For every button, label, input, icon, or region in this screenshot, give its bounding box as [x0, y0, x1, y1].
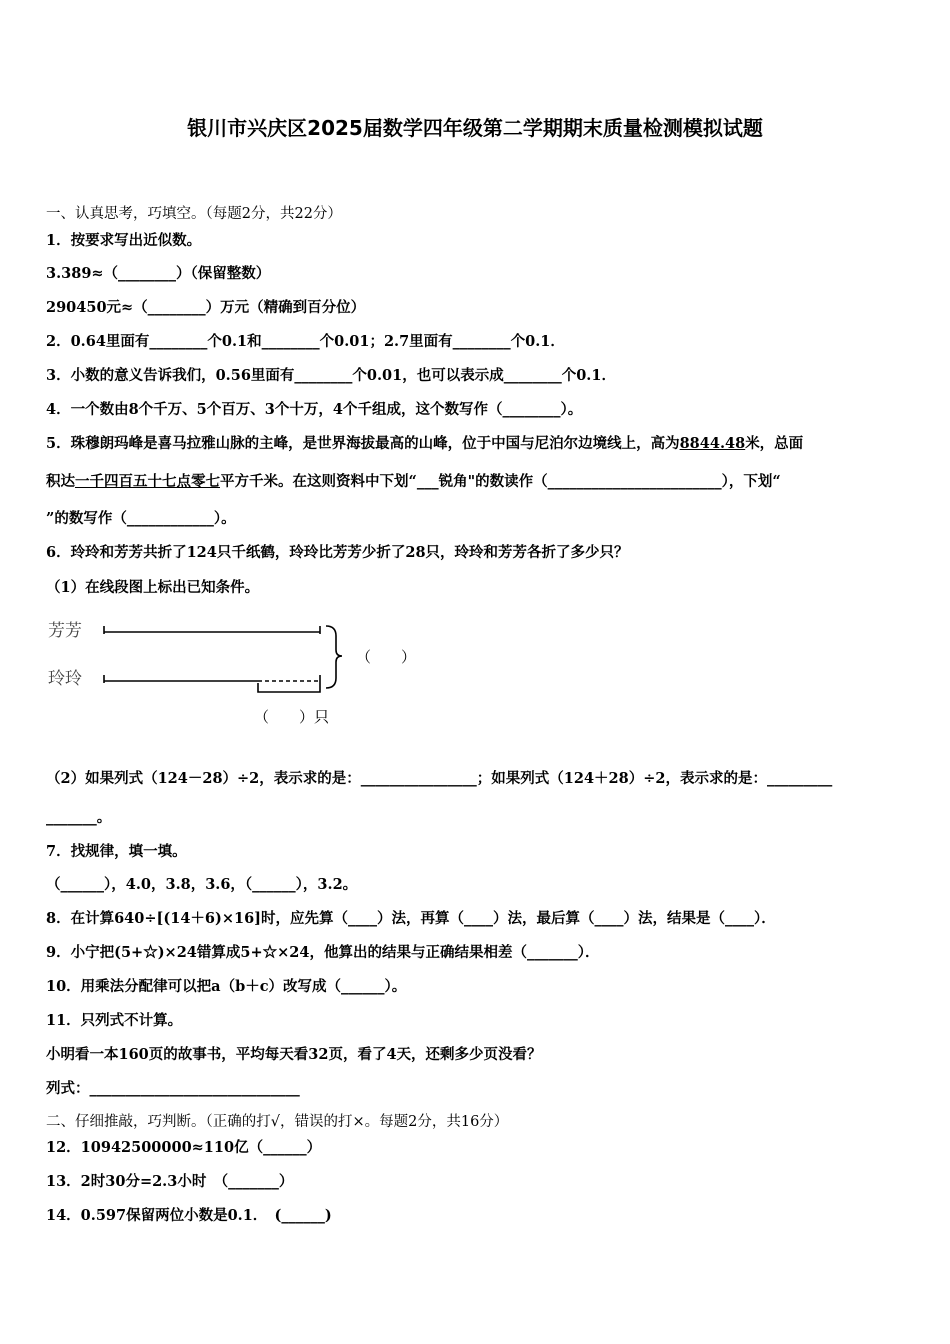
line-segment-diagram: [40, 612, 440, 732]
question-6b-cont: _______。: [46, 809, 112, 826]
question-8: 8．在计算640÷[(14＋6)×16]时，应先算（____）法，再算（____）法，最后算（____）法，结果是（____）．: [46, 910, 776, 927]
diagram-label-lingling: 玲玲: [48, 669, 82, 688]
difference-blank: （ ）只: [254, 710, 330, 726]
question-11a: 小明看一本160页的故事书，平均每天看32页，看了4天，还剩多少页没看？: [46, 1046, 542, 1063]
question-1b: 290450元≈（________）万元（精确到百分位）: [46, 299, 366, 316]
question-4: 4．一个数由8个千万、5个百万、3个十万，4个千组成，这个数写作（________）。: [46, 401, 583, 418]
question-13: 13．2时30分=2.3小时 （_______）: [46, 1173, 294, 1190]
page-title: 银川市兴庆区2025届数学四年级第二学期期末质量检测模拟试题: [187, 116, 763, 140]
question-1: 1．按要求写出近似数。: [46, 232, 202, 249]
question-3: 3．小数的意义告诉我们，0.56里面有________个0.01，也可以表示成________个0.1．: [46, 367, 616, 384]
area-text: 一千四百五十七点零七: [75, 473, 220, 490]
question-5-line-2: 积达一千四百五十七点零七平方千米。在这则资料中下划“___锐角"的数读作（________________________），下划“: [46, 473, 781, 490]
total-blank: （ ）: [356, 650, 417, 666]
total-brace: [326, 626, 342, 688]
question-6: 6．玲玲和芳芳共折了124只千纸鹤，玲玲比芳芳少折了28只，玲玲和芳芳各折了多少只？: [46, 544, 629, 561]
question-11: 11．只列式不计算。: [46, 1012, 183, 1029]
question-7: 7．找规律，填一填。: [46, 843, 187, 860]
question-6b: （2）如果列式（124－28）÷2，表示求的是：________________；如果列式（124＋28）÷2，表示求的是：_________: [46, 770, 833, 787]
question-6a: （1）在线段图上标出已知条件。: [46, 579, 260, 596]
height-value: 8844.48: [679, 435, 746, 452]
question-7a: （______），4.0，3.8，3.6，（______），3.2。: [46, 876, 358, 893]
question-2: 2．0.64里面有________个0.1和________个0.01；2.7里面有________个0.1．: [46, 333, 565, 350]
question-5-line-1: 5．珠穆朗玛峰是喜马拉雅山脉的主峰，是世界海拔最高的山峰，位于中国与尼泊尔边境线上，高为8844.48米，总面: [46, 435, 804, 452]
question-11b: 列式：_____________________________: [46, 1080, 300, 1097]
question-10: 10．用乘法分配律可以把a（b＋c）改写成（______）。: [46, 978, 407, 995]
question-14: 14．0.597保留两位小数是0.1． (______): [46, 1207, 332, 1224]
question-1a: 3.389≈（________）（保留整数）: [46, 265, 271, 282]
question-12: 12．10942500000≈110亿（______）: [46, 1139, 322, 1156]
section-2-heading: 二、仔细推敲，巧判断。（正确的打√，错误的打×。每题2分，共16分）: [46, 1114, 509, 1130]
question-9: 9．小宁把(5+☆)×24错算成5+☆×24，他算出的结果与正确结果相差（_______）．: [46, 944, 600, 961]
diagram-label-fangfang: 芳芳: [48, 621, 82, 640]
section-1-heading: 一、认真思考，巧填空。（每题2分，共22分）: [46, 206, 342, 222]
difference-bracket: [258, 683, 320, 692]
question-5-line-3: ”的数写作（____________）。: [46, 510, 236, 527]
